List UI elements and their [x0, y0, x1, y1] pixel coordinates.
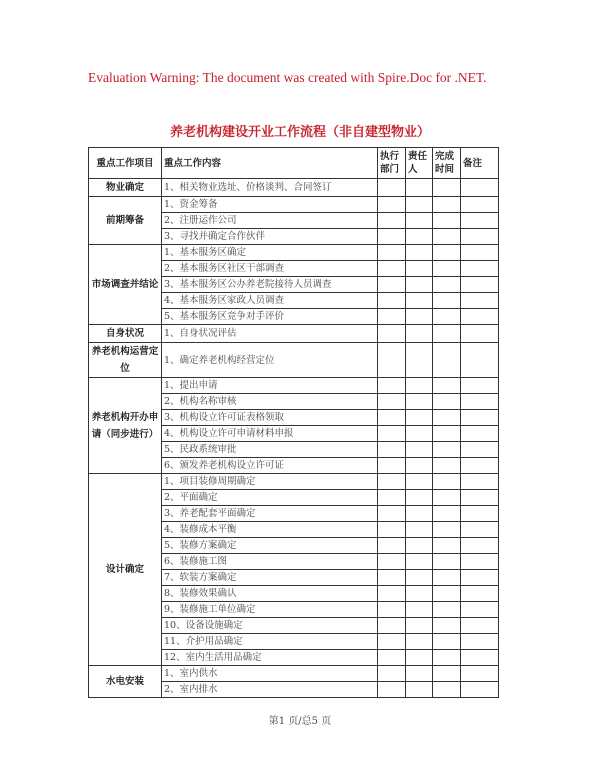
remarks-cell[interactable]: [461, 490, 499, 506]
group-label: 设计确定: [89, 474, 162, 666]
responsible-cell[interactable]: [406, 309, 433, 325]
remarks-cell[interactable]: [461, 506, 499, 522]
responsible-cell[interactable]: [406, 343, 433, 378]
department-cell[interactable]: [378, 554, 406, 570]
work-item: 2、基本服务区社区干部调查: [162, 261, 378, 277]
remarks-cell[interactable]: [461, 442, 499, 458]
department-cell[interactable]: [378, 394, 406, 410]
work-item: 12、室内生活用品确定: [162, 650, 378, 666]
table-row: [89, 343, 499, 378]
remarks-cell[interactable]: [461, 458, 499, 474]
completion-time-cell[interactable]: [433, 293, 461, 309]
completion-time-cell[interactable]: [433, 666, 461, 682]
work-item: 6、装修施工图: [162, 554, 378, 570]
completion-time-cell[interactable]: [433, 586, 461, 602]
remarks-cell[interactable]: [461, 522, 499, 538]
completion-time-cell[interactable]: [433, 426, 461, 442]
remarks-cell[interactable]: [461, 293, 499, 309]
responsible-cell[interactable]: [406, 650, 433, 666]
remarks-cell[interactable]: [461, 343, 499, 378]
department-cell[interactable]: [378, 458, 406, 474]
table-row: [89, 179, 499, 197]
department-cell[interactable]: [378, 179, 406, 197]
work-item: 1、自身状况评估: [162, 325, 378, 343]
group-label: 自身状况: [89, 325, 162, 343]
department-cell[interactable]: [378, 442, 406, 458]
work-item: 5、装修方案确定: [162, 538, 378, 554]
document-title: 养老机构建设开业工作流程（非自建型物业）: [169, 125, 430, 140]
responsible-cell[interactable]: [406, 554, 433, 570]
evaluation-warning: Evaluation Warning: The document was created with Spire.Doc for .NET.: [88, 70, 487, 85]
completion-time-cell[interactable]: [433, 458, 461, 474]
work-item: 1、提出申请: [162, 378, 378, 394]
page-number: 第1 页/总5 页: [268, 716, 332, 727]
completion-time-cell[interactable]: [433, 325, 461, 343]
table-body: [89, 179, 499, 698]
remarks-cell[interactable]: [461, 474, 499, 490]
table-row: [89, 378, 499, 394]
responsible-cell[interactable]: [406, 538, 433, 554]
remarks-cell[interactable]: [461, 586, 499, 602]
remarks-cell[interactable]: [461, 410, 499, 426]
header-key-content: 重点工作内容: [162, 148, 378, 179]
completion-time-cell[interactable]: [433, 179, 461, 197]
work-item: 5、基本服务区竞争对手评价: [162, 309, 378, 325]
department-cell[interactable]: [378, 426, 406, 442]
header-responsible: 责任人: [406, 148, 433, 179]
department-cell[interactable]: [378, 309, 406, 325]
completion-time-cell[interactable]: [433, 245, 461, 261]
responsible-cell[interactable]: [406, 394, 433, 410]
group-label: 物业确定: [89, 179, 162, 197]
completion-time-cell[interactable]: [433, 506, 461, 522]
department-cell[interactable]: [378, 506, 406, 522]
responsible-cell[interactable]: [406, 506, 433, 522]
department-cell[interactable]: [378, 474, 406, 490]
department-cell[interactable]: [378, 229, 406, 245]
completion-time-cell[interactable]: [433, 618, 461, 634]
remarks-cell[interactable]: [461, 538, 499, 554]
table-row: [89, 325, 499, 343]
completion-time-cell[interactable]: [433, 538, 461, 554]
completion-time-cell[interactable]: [433, 554, 461, 570]
work-item: 11、介护用品确定: [162, 634, 378, 650]
responsible-cell[interactable]: [406, 378, 433, 394]
remarks-cell[interactable]: [461, 634, 499, 650]
work-item: 2、室内排水: [162, 682, 378, 698]
responsible-cell[interactable]: [406, 229, 433, 245]
remarks-cell[interactable]: [461, 602, 499, 618]
completion-time-cell[interactable]: [433, 213, 461, 229]
remarks-cell[interactable]: [461, 277, 499, 293]
work-item: 1、确定养老机构经营定位: [162, 343, 378, 378]
table-row: [89, 666, 499, 682]
department-cell[interactable]: [378, 618, 406, 634]
department-cell[interactable]: [378, 666, 406, 682]
department-cell[interactable]: [378, 586, 406, 602]
responsible-cell[interactable]: [406, 277, 433, 293]
remarks-cell[interactable]: [461, 229, 499, 245]
table-row: [89, 245, 499, 261]
completion-time-cell[interactable]: [433, 261, 461, 277]
header-department: 执行部门: [378, 148, 406, 179]
remarks-cell[interactable]: [461, 554, 499, 570]
department-cell[interactable]: [378, 378, 406, 394]
completion-time-cell[interactable]: [433, 343, 461, 378]
completion-time-cell[interactable]: [433, 522, 461, 538]
work-item: 4、基本服务区家政人员调查: [162, 293, 378, 309]
responsible-cell[interactable]: [406, 490, 433, 506]
completion-time-cell[interactable]: [433, 474, 461, 490]
work-item: 1、室内供水: [162, 666, 378, 682]
work-item: 8、装修效果确认: [162, 586, 378, 602]
completion-time-cell[interactable]: [433, 570, 461, 586]
remarks-cell[interactable]: [461, 245, 499, 261]
work-item: 1、资金筹备: [162, 197, 378, 213]
completion-time-cell[interactable]: [433, 682, 461, 698]
group-label: 前期筹备: [89, 197, 162, 245]
department-cell[interactable]: [378, 197, 406, 213]
completion-time-cell[interactable]: [433, 442, 461, 458]
work-item: 1、基本服务区确定: [162, 245, 378, 261]
workflow-table: [88, 147, 499, 698]
department-cell[interactable]: [378, 343, 406, 378]
completion-time-cell[interactable]: [433, 650, 461, 666]
completion-time-cell[interactable]: [433, 394, 461, 410]
header-remarks: 备注: [461, 148, 499, 179]
completion-time-cell[interactable]: [433, 378, 461, 394]
responsible-cell[interactable]: [406, 213, 433, 229]
responsible-cell[interactable]: [406, 634, 433, 650]
remarks-cell[interactable]: [461, 394, 499, 410]
work-item: 3、机构设立许可证表格领取: [162, 410, 378, 426]
group-label: 养老机构运营定位: [89, 343, 162, 378]
work-item: 5、民政系统审批: [162, 442, 378, 458]
responsible-cell[interactable]: [406, 666, 433, 682]
responsible-cell[interactable]: [406, 474, 433, 490]
department-cell[interactable]: [378, 538, 406, 554]
department-cell[interactable]: [378, 325, 406, 343]
responsible-cell[interactable]: [406, 570, 433, 586]
work-item: 1、项目装修周期确定: [162, 474, 378, 490]
group-label: 养老机构开办申请（同步进行）: [89, 378, 162, 474]
department-cell[interactable]: [378, 602, 406, 618]
responsible-cell[interactable]: [406, 522, 433, 538]
work-item: 2、注册运作公司: [162, 213, 378, 229]
remarks-cell[interactable]: [461, 426, 499, 442]
responsible-cell[interactable]: [406, 682, 433, 698]
work-item: 2、机构名称审核: [162, 394, 378, 410]
responsible-cell[interactable]: [406, 586, 433, 602]
completion-time-cell[interactable]: [433, 490, 461, 506]
remarks-cell[interactable]: [461, 325, 499, 343]
responsible-cell[interactable]: [406, 442, 433, 458]
department-cell[interactable]: [378, 522, 406, 538]
work-item: 4、机构设立许可申请材料申报: [162, 426, 378, 442]
table-header-row: [89, 148, 499, 179]
remarks-cell[interactable]: [461, 618, 499, 634]
responsible-cell[interactable]: [406, 325, 433, 343]
work-item: 10、设备设施确定: [162, 618, 378, 634]
department-cell[interactable]: [378, 650, 406, 666]
completion-time-cell[interactable]: [433, 309, 461, 325]
remarks-cell[interactable]: [461, 197, 499, 213]
completion-time-cell[interactable]: [433, 277, 461, 293]
completion-time-cell[interactable]: [433, 634, 461, 650]
header-completion-time: 完成时间: [433, 148, 461, 179]
work-item: 2、平面确定: [162, 490, 378, 506]
work-item: 3、寻找并确定合作伙伴: [162, 229, 378, 245]
completion-time-cell[interactable]: [433, 229, 461, 245]
remarks-cell[interactable]: [461, 666, 499, 682]
table-row: [89, 197, 499, 213]
completion-time-cell[interactable]: [433, 602, 461, 618]
responsible-cell[interactable]: [406, 197, 433, 213]
work-item: 4、装修成本平衡: [162, 522, 378, 538]
department-cell[interactable]: [378, 293, 406, 309]
work-item: 9、装修施工单位确定: [162, 602, 378, 618]
remarks-cell[interactable]: [461, 570, 499, 586]
table-row: [89, 474, 499, 490]
department-cell[interactable]: [378, 490, 406, 506]
department-cell[interactable]: [378, 634, 406, 650]
remarks-cell[interactable]: [461, 378, 499, 394]
responsible-cell[interactable]: [406, 618, 433, 634]
remarks-cell[interactable]: [461, 213, 499, 229]
responsible-cell[interactable]: [406, 179, 433, 197]
responsible-cell[interactable]: [406, 245, 433, 261]
completion-time-cell[interactable]: [433, 197, 461, 213]
responsible-cell[interactable]: [406, 426, 433, 442]
department-cell[interactable]: [378, 410, 406, 426]
group-label: 水电安装: [89, 666, 162, 698]
completion-time-cell[interactable]: [433, 410, 461, 426]
department-cell[interactable]: [378, 570, 406, 586]
remarks-cell[interactable]: [461, 309, 499, 325]
remarks-cell[interactable]: [461, 261, 499, 277]
group-label: 市场调查并结论: [89, 245, 162, 325]
responsible-cell[interactable]: [406, 410, 433, 426]
department-cell[interactable]: [378, 277, 406, 293]
work-item: 1、相关物业选址、价格谈判、合同签订: [162, 179, 378, 197]
department-cell[interactable]: [378, 213, 406, 229]
work-item: 7、软装方案确定: [162, 570, 378, 586]
department-cell[interactable]: [378, 245, 406, 261]
responsible-cell[interactable]: [406, 293, 433, 309]
department-cell[interactable]: [378, 682, 406, 698]
work-item: 3、基本服务区公办养老院接待人员调查: [162, 277, 378, 293]
responsible-cell[interactable]: [406, 261, 433, 277]
department-cell[interactable]: [378, 261, 406, 277]
header-key-item: 重点工作项目: [89, 148, 162, 179]
work-item: 3、养老配套平面确定: [162, 506, 378, 522]
remarks-cell[interactable]: [461, 179, 499, 197]
work-item: 6、颁发养老机构设立许可证: [162, 458, 378, 474]
responsible-cell[interactable]: [406, 458, 433, 474]
remarks-cell[interactable]: [461, 650, 499, 666]
remarks-cell[interactable]: [461, 682, 499, 698]
responsible-cell[interactable]: [406, 602, 433, 618]
